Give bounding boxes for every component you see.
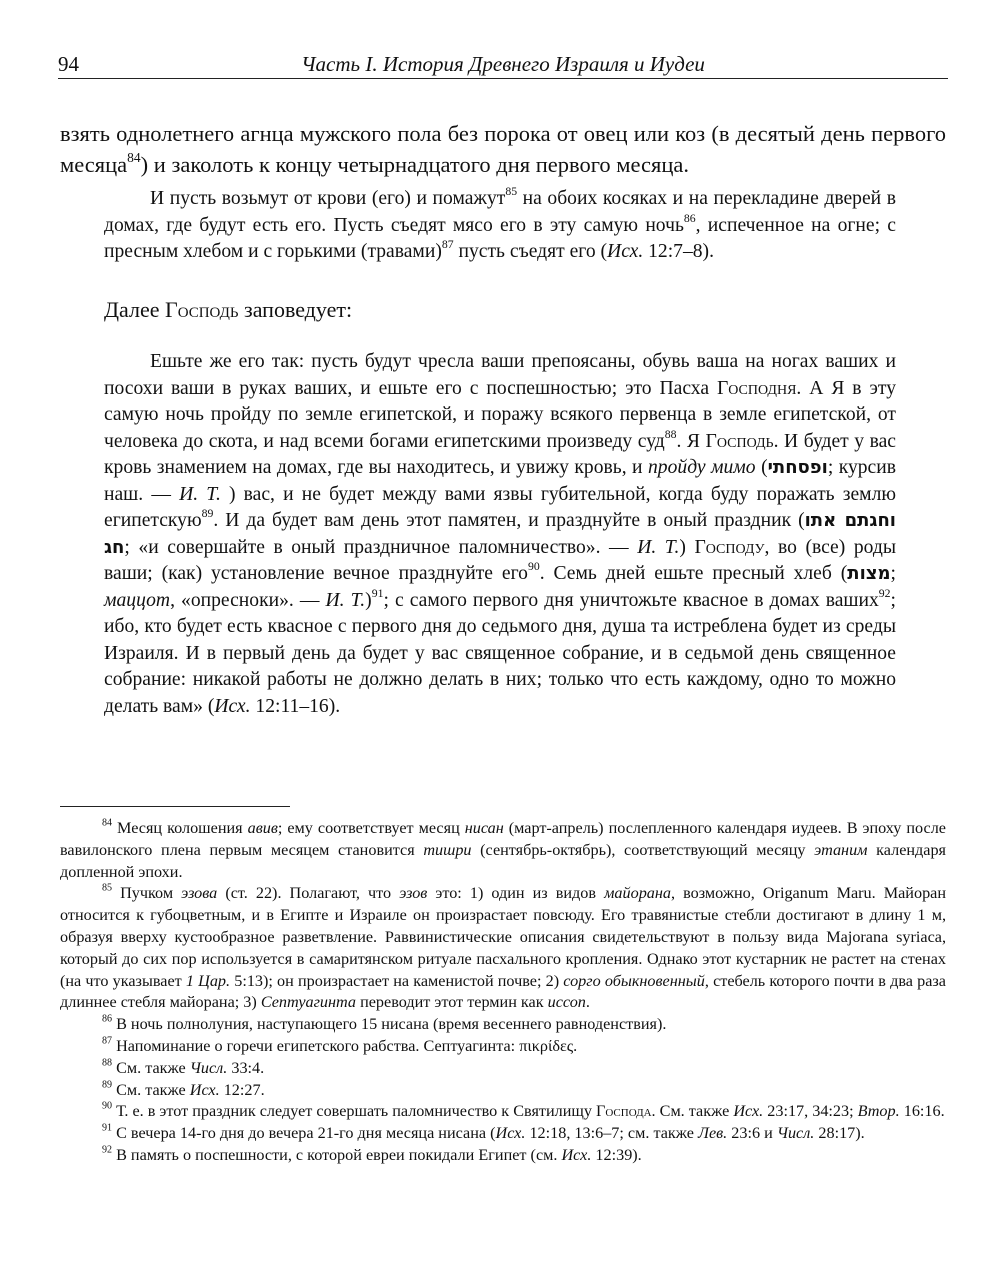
- footnote-ref-90[interactable]: 90: [527, 560, 540, 574]
- footnote-86: $^{86}$ В ночь полнолуния, наступающего 15 нисана (время весеннего равноденствия).: [102, 1013, 667, 1034]
- footnote-ref-87[interactable]: 87: [441, 238, 454, 252]
- footnotes: [60, 818, 946, 1167]
- footnote-ref-84[interactable]: 84: [127, 149, 141, 165]
- footnote-88: $^{88}$ См. также Числ. 33:4.: [102, 1057, 265, 1077]
- intro-line: Далее Господь заповедует:: [104, 297, 353, 322]
- footnote-92: $^{92}$ В память о поспешности, с которой евреи покидали Египет (см. Исх. 12:39).: [102, 1144, 642, 1164]
- footnote-ref-86[interactable]: 86: [683, 211, 696, 225]
- footnote-ref-88[interactable]: 88: [664, 427, 677, 441]
- quotation-exodus-12-11: Ешьте же его так: пусть будут чресла ваши препоясаны, обувь ваша на ногах ваших и посохи ваши в руках ваших, и ешьте его с поспешностью; это Пасха Господня. А Я в эту самую ночь пройду по земле египетской, и поражу всякого первенца в земле египетской, от человека до скота, и над всеми богами египетскими произведу суд$^{88}$. Я Господь. И будет у вас кровь знамением на домах, где вы находитесь, и увижу кровь, и пройду мимо (ופסחתי; курсив наш. — И. Т. ) вас, и не будет между вами язвы губительной, когда буду поражать землю египетскую$^{89}$. И да будет вам день этот памятен, и празднуйте в оный праздник (וחגתם אתו חג; «и совершайте в оный праздничное паломничество». — И. Т.) Господу, во (все) роды ваши; (как) установление вечное празднуйте его$^{90}$. Семь дней ешьте пресный хлеб (מצות; маццот, «опресноки». — И. Т.)$^{91}$; с самого первого дня уничтожьте квасное в домах ваших$^{92}$; ибо, кто будет есть квасное с первого дня до седьмого дня, душа та истреблена будет из среды Израиля. И в первый день да будет у вас священное собрание, и в седьмой день священное собрание: никакой работы не должно делать в них; только что есть каждому, одно то можно делать вам» (Исх. 12:11–16).: [104, 351, 896, 717]
- footnote-89: $^{89}$ См. также Исх. 12:27.: [102, 1079, 265, 1099]
- footnote-90: $^{90}$ Т. е. в этот праздник следует совершать паломничество к Святилищу Господа. См. также Исх. 23:17, 34:23; Втор. 16:16.: [102, 1100, 945, 1121]
- hebrew-word: מצות: [847, 563, 891, 584]
- footnote-87: $^{87}$ Напоминание о горечи египетского рабства. Септуагинта: πικρίδες.: [102, 1035, 578, 1055]
- footnote-separator: [60, 806, 290, 807]
- footnote-ref-89[interactable]: 89: [201, 507, 214, 521]
- footnote-91: $^{91}$ С вечера 14-го дня до вечера 21-го дня месяца нисана (Исх. 12:18, 13:6–7; см. также Лев. 23:6 и Числ. 28:17).: [102, 1122, 865, 1143]
- page-header: [58, 50, 948, 79]
- hebrew-phrase: וחגתם אתו חג: [104, 510, 896, 558]
- hebrew-word: ופסחתי: [767, 457, 828, 478]
- footnote-ref-91[interactable]: 91: [371, 586, 384, 600]
- footnote-ref-92[interactable]: 92: [878, 586, 891, 600]
- lead-paragraph: взять однолетнего агнца мужского пола без порока от овец или коз (в десятый день первого месяца$^{84}$) и заколоть к концу четырнадцатого дня первого месяца.: [60, 121, 946, 177]
- footnote-84: $^{84}$ Месяц колошения авив; ему соответствует месяц нисан (март-апрель) послепленного календаря иудеев. В эпоху после вавилонского плена первым месяцем становится тишри (сентябрь-октябрь), соответствующий месяцу этаним календаря допленной эпохи.: [60, 817, 946, 881]
- footnote-ref-85[interactable]: 85: [505, 185, 518, 199]
- scripture-ref: Исх.: [214, 695, 251, 717]
- running-title: Часть I. История Древнего Израиля и Иудеи: [301, 52, 705, 76]
- scripture-ref: Исх.: [607, 241, 644, 262]
- footnote-85: $^{85}$ Пучком эзова (ст. 22). Полагают, что эзов это: 1) один из видов майорана, возможно, Origanum Maru. Майоран относится к губоцветным, и в Египте и Израиле он произрастает повсюду. Его травянистые стебли достигают в длину 1 м, образуя вверху кустообразное разветвление. Раввинистические описания свидетельствуют в пользу вида Majorana syriaca, который до сих пор используется в самаритянском ритуале пасхального кропления. Однако этот кустарник не растет на стенах (на что указывает 1 Цар. 5:13); он произрастает на каменистой почве; 2) сорго обыкновенный, стебель которого почти в два раза длиннее стебля майорана; 3) Септуагинта переводит этот термин как иссоп.: [60, 882, 947, 1012]
- quotation-exodus-12-7: И пусть возьмут от крови (его) и помажут$^{85}$ на обоих косяках и на перекладине дверей в домах, где будут есть его. Пусть съедят мясо его в эту самую ночь$^{86}$, испеченное на огне; с пресным хлебом и с горькими (травами)$^{87}$ пусть съедят его (Исх. 12:7–8).: [104, 185, 897, 262]
- page-number: 94: [58, 52, 79, 76]
